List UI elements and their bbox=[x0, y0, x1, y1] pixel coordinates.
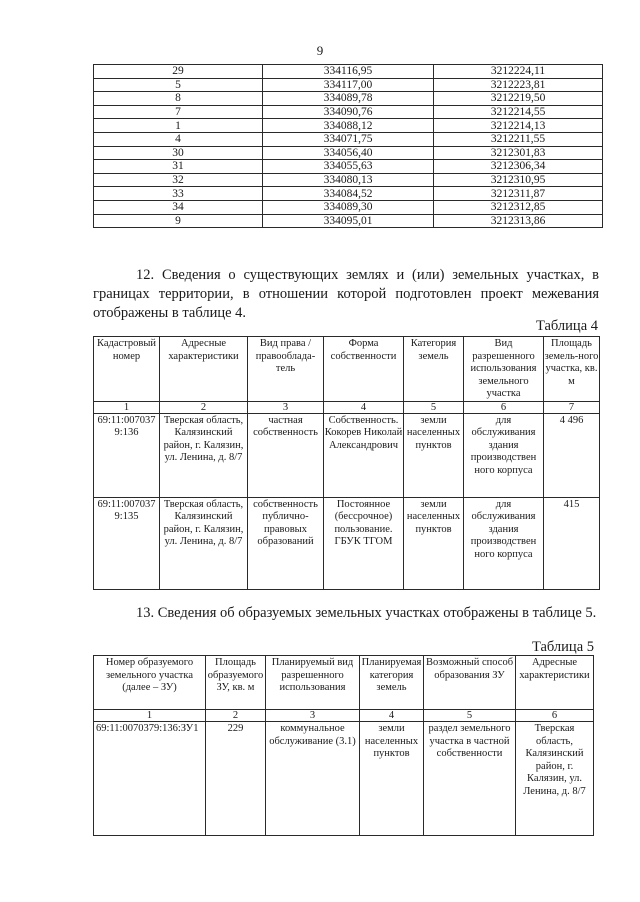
coordinates-table bbox=[93, 64, 603, 228]
point-number: 34 bbox=[94, 200, 263, 214]
cadastral-number: 69:11:007037 9:135 bbox=[94, 497, 160, 589]
coord-y: 3212219,50 bbox=[434, 92, 603, 106]
permitted-use: для обслуживания здания производствен ного корпуса bbox=[464, 413, 544, 497]
coord-y: 3212223,81 bbox=[434, 78, 603, 92]
column-number: 3 bbox=[266, 710, 360, 722]
section-13-paragraph bbox=[93, 604, 599, 623]
coord-y: 3212313,86 bbox=[434, 214, 603, 228]
point-number: 31 bbox=[94, 160, 263, 174]
point-number: 4 bbox=[94, 132, 263, 146]
column-number: 2 bbox=[206, 710, 266, 722]
coord-x: 334056,40 bbox=[263, 146, 434, 160]
header-address: Адресные характеристики bbox=[516, 656, 594, 710]
table-row bbox=[94, 132, 603, 146]
table-row bbox=[94, 78, 603, 92]
table-row bbox=[94, 497, 600, 589]
header-formation-method: Возможный способ образования ЗУ bbox=[424, 656, 516, 710]
coord-x: 334089,30 bbox=[263, 200, 434, 214]
column-number: 4 bbox=[360, 710, 424, 722]
coord-y: 3212310,95 bbox=[434, 173, 603, 187]
table-row bbox=[94, 105, 603, 119]
ownership-form: Постоянное (бессрочное) пользование. ГБУК ТГОМ bbox=[324, 497, 404, 589]
planned-use: коммунальное обслуживание (3.1) bbox=[266, 722, 360, 836]
coord-y: 3212312,85 bbox=[434, 200, 603, 214]
coord-y: 3212211,55 bbox=[434, 132, 603, 146]
point-number: 1 bbox=[94, 119, 263, 133]
header-address: Адресные характеристики bbox=[160, 337, 248, 402]
coord-x: 334095,01 bbox=[263, 214, 434, 228]
table-4 bbox=[93, 336, 600, 590]
right-type: частная собственность bbox=[248, 413, 324, 497]
point-number: 29 bbox=[94, 65, 263, 79]
section-13-text: 13. Сведения об образуемых земельных участках отображены в таблице 5. bbox=[136, 605, 597, 621]
coord-x: 334055,63 bbox=[263, 160, 434, 174]
table-header-row bbox=[94, 337, 600, 402]
coord-x: 334090,76 bbox=[263, 105, 434, 119]
header-planned-use: Планируемый вид разрешенного использования bbox=[266, 656, 360, 710]
coord-x: 334117,00 bbox=[263, 78, 434, 92]
column-number: 6 bbox=[464, 401, 544, 413]
table-row bbox=[94, 92, 603, 106]
formation-method: раздел земельного участка в частной собственности bbox=[424, 722, 516, 836]
point-number: 8 bbox=[94, 92, 263, 106]
header-planned-category: Планируемая категория земель bbox=[360, 656, 424, 710]
table-row bbox=[94, 413, 600, 497]
address: Тверская область, Калязинский район, г. Калязин, ул. Ленина, д. 8/7 bbox=[160, 497, 248, 589]
header-plot-number: Номер образуемого земельного участка (далее – ЗУ) bbox=[94, 656, 206, 710]
table-5-caption: Таблица 5 bbox=[531, 639, 594, 655]
coord-x: 334071,75 bbox=[263, 132, 434, 146]
table-row bbox=[94, 173, 603, 187]
table-5 bbox=[93, 655, 594, 836]
coord-y: 3212214,55 bbox=[434, 105, 603, 119]
table-row bbox=[94, 722, 594, 836]
point-number: 30 bbox=[94, 146, 263, 160]
column-number: 2 bbox=[160, 401, 248, 413]
table-row bbox=[94, 214, 603, 228]
land-category: земли населенных пунктов bbox=[404, 413, 464, 497]
coord-y: 3212214,13 bbox=[434, 119, 603, 133]
plot-number: 69:11:0070379:136:ЗУ1 bbox=[94, 722, 206, 836]
permitted-use: для обслуживания здания производствен ного корпуса bbox=[464, 497, 544, 589]
column-numbers-row bbox=[94, 710, 594, 722]
ownership-form: Собственность. Кокорев Николай Александрович bbox=[324, 413, 404, 497]
header-cadastral-number: Кадастровый номер bbox=[94, 337, 160, 402]
plot-area: 229 bbox=[206, 722, 266, 836]
table-row bbox=[94, 146, 603, 160]
table-header-row bbox=[94, 656, 594, 710]
coord-x: 334116,95 bbox=[263, 65, 434, 79]
header-right-type: Вид права / правооблада-тель bbox=[248, 337, 324, 402]
area: 4 496 bbox=[544, 413, 600, 497]
address: Тверская область, Калязинский район, г. Калязин, ул. Ленина, д. 8/7 bbox=[516, 722, 594, 836]
table-row bbox=[94, 187, 603, 201]
coord-x: 334084,52 bbox=[263, 187, 434, 201]
header-area: Площадь земель-ного участка, кв. м bbox=[544, 337, 600, 402]
point-number: 32 bbox=[94, 173, 263, 187]
section-12-paragraph bbox=[93, 266, 599, 323]
coord-x: 334089,78 bbox=[263, 92, 434, 106]
right-type: собственность публично-правовых образований bbox=[248, 497, 324, 589]
header-land-category: Категория земель bbox=[404, 337, 464, 402]
coord-x: 334088,12 bbox=[263, 119, 434, 133]
point-number: 5 bbox=[94, 78, 263, 92]
table-row bbox=[94, 200, 603, 214]
coord-y: 3212306,34 bbox=[434, 160, 603, 174]
header-plot-area: Площадь образуемого ЗУ, кв. м bbox=[206, 656, 266, 710]
planned-category: земли населенных пунктов bbox=[360, 722, 424, 836]
table-row bbox=[94, 160, 603, 174]
table-4-caption: Таблица 4 bbox=[535, 318, 598, 334]
point-number: 9 bbox=[94, 214, 263, 228]
coord-y: 3212301,83 bbox=[434, 146, 603, 160]
coord-y: 3212311,87 bbox=[434, 187, 603, 201]
column-number: 6 bbox=[516, 710, 594, 722]
address: Тверская область, Калязинский район, г. Калязин, ул. Ленина, д. 8/7 bbox=[160, 413, 248, 497]
area: 415 bbox=[544, 497, 600, 589]
header-ownership-form: Форма собственности bbox=[324, 337, 404, 402]
point-number: 7 bbox=[94, 105, 263, 119]
column-number: 7 bbox=[544, 401, 600, 413]
section-12-text: 12. Сведения о существующих землях и (или) земельных участках, в границах территории, в отношении которой подготовлен проект межевания отображены в таблице 4. bbox=[93, 267, 599, 321]
column-number: 1 bbox=[94, 710, 206, 722]
column-number: 4 bbox=[324, 401, 404, 413]
land-category: земли населенных пунктов bbox=[404, 497, 464, 589]
point-number: 33 bbox=[94, 187, 263, 201]
column-number: 1 bbox=[94, 401, 160, 413]
cadastral-number: 69:11:007037 9:136 bbox=[94, 413, 160, 497]
page-number: 9 bbox=[316, 43, 324, 58]
coord-x: 334080,13 bbox=[263, 173, 434, 187]
table-row bbox=[94, 119, 603, 133]
header-permitted-use: Вид разрешенного использования земельного участка bbox=[464, 337, 544, 402]
column-number: 3 bbox=[248, 401, 324, 413]
column-number: 5 bbox=[424, 710, 516, 722]
column-number: 5 bbox=[404, 401, 464, 413]
table-row bbox=[94, 65, 603, 79]
coord-y: 3212224,11 bbox=[434, 65, 603, 79]
column-numbers-row bbox=[94, 401, 600, 413]
